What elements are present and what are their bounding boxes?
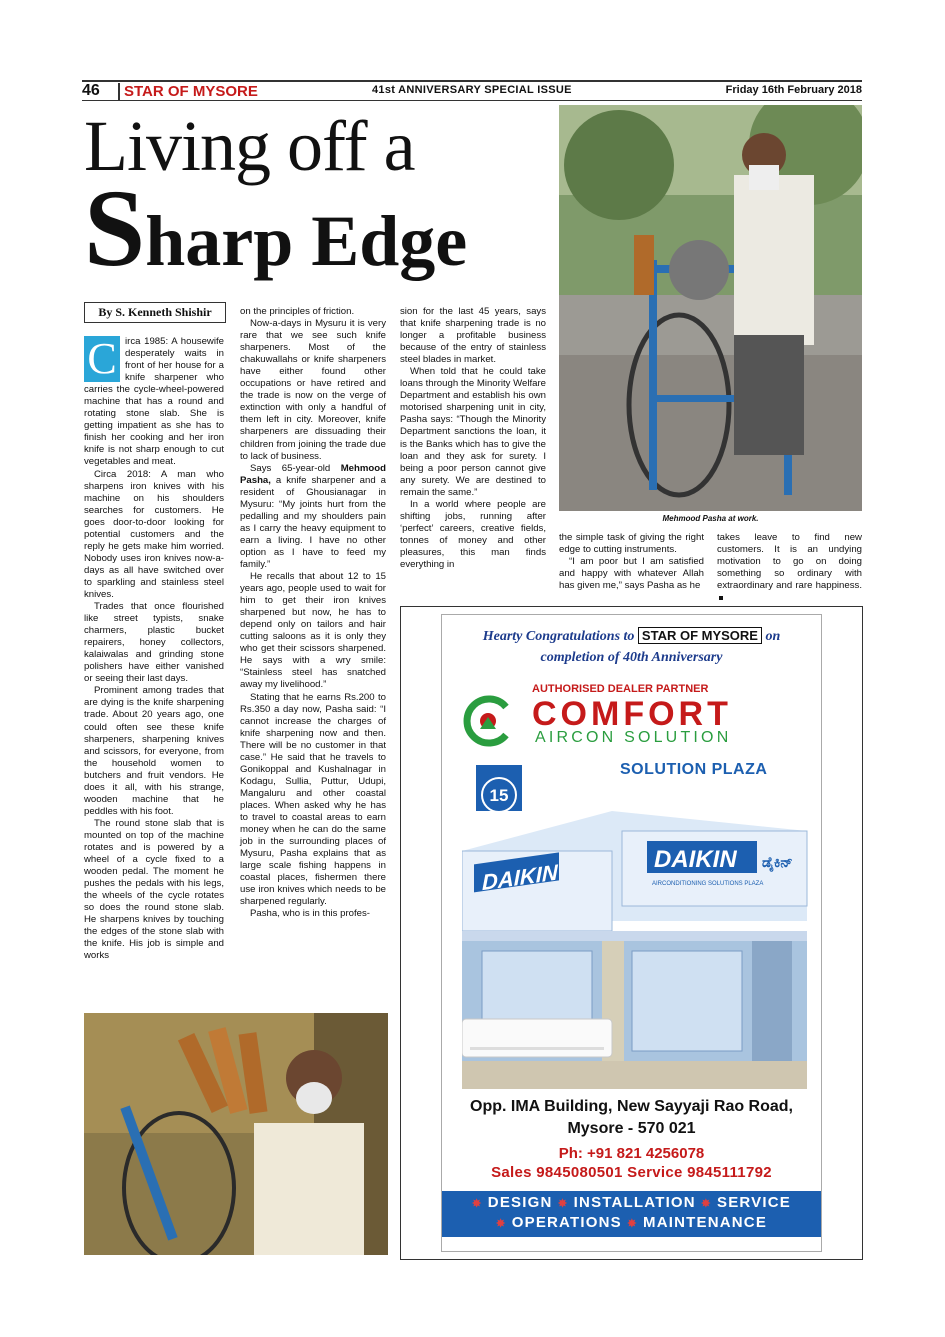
says-post: a knife sharpener and a resident of Ghousianagar in Mysuru: “My joints hurt from the pedalling and my shoulders pain as I carry the heavy equipment to earn a living. I have no other option as I have to feed my family.” [240,474,386,570]
page-number: 46 [82,82,100,99]
service-installation: INSTALLATION [573,1194,696,1211]
header-rule-bottom [82,100,862,101]
paragraph: Now-a-days in Mysuru it is very rare that we see such knife sharpeners. Most of the chakuwallahs or knife sharpeners have either found other occupations or have retired and the trade is now on the verge of extinction with only a handful of them left in city. Moreover, knife sharpeners are dissuading their children from joining the trade due to lack of business. [240,318,386,462]
congrats-line2: completion of 40th Anniversary [540,650,723,665]
paragraph: irca 1985: A housewife desperately waits in front of her house for a knife sharpener who carries the cycle-wheel-powered machine that has a round and rotating stone slab. She is getting impatient as she has to finish her cooking and her iron knife is not sharp enough to cut vegetables and meat. [84,336,224,468]
dealer-label: AUTHORISED DEALER PARTNER [532,683,709,695]
bullet-icon: ✸ [627,1218,638,1230]
photo-knife-sharpener-at-work [559,105,862,511]
advertisement[interactable] [441,614,822,1252]
company-subtitle: AIRCON SOLUTION [535,729,732,746]
sales-service-numbers: Sales 9845080501 Service 9845111792 [491,1164,772,1181]
service-design: DESIGN [487,1194,553,1211]
store-brand-left: DAIKIN [482,859,558,896]
paragraph: sion for the last 45 years, says that knife sharpening trade is no longer a profitable business because of the entry of stainless steel blades in market. [400,306,546,366]
ad-congrats [442,625,821,668]
header-rule-top [82,80,862,82]
paragraph: In a world where people are shifting jobs, running after ‘perfect’ careers, creative fields, tonnes of money and other pleasures, this man finds everything in [400,498,546,570]
closing-text: takes leave to find new customers. It is an undying motivation to go on doing something so ordinary with extraordinary and rare happiness. [717,532,862,592]
headline-line2 [84,167,468,289]
paragraph: Circa 2018: A man who sharpens iron knives with his machine on his shoulders searches for customers. He goes door-to-door looking for potential customers and the reply he gets make him worried. Nobody uses iron knives now-a-days as all have switched over to sparkling and stainless steel knives. [84,468,224,600]
services-line2 [442,1214,821,1231]
badge-number: 15 [489,786,509,805]
page-header [82,80,862,102]
article-column-5 [717,532,862,602]
paragraph: When told that he could take loans through the Minority Welfare Department and establish his own motorised sharpening unit in city, Pasha says: “Though the Minority Department sanctions the loan, it is the Banks which has to give the loan and they ask for surety. I being a poor person cannot give any surety. We are destined to remain the same.” [400,366,546,498]
services-band [442,1191,821,1237]
phone-number: Ph: +91 821 4256078 [558,1145,705,1162]
address-line1: Opp. IMA Building, New Sayyaji Rao Road, [470,1098,793,1115]
service-service: SERVICE [717,1194,791,1211]
comfort-logo-icon [462,695,514,747]
bullet-icon: ✸ [557,1198,569,1210]
paragraph: Pasha, who is in this profes- [250,908,370,920]
store-subtitle: AIRCONDITIONING SOLUTIONS PLAZA [652,881,764,887]
drop-cap: C [84,336,120,382]
store-brand-right: DAIKIN [654,846,737,873]
congrats-post: on [765,629,781,644]
services-line1 [442,1194,821,1211]
storefront-image [462,811,812,1089]
paragraph: He recalls that about 12 to 15 years ago, people used to wait for him to get their iron knives sharpened but now, he has to depend only on tailors and hair cutting saloons as it is only they who get their scissors sharpened. He says with a wry smile: “Stainless steel has snatched away my livelihood.” [240,571,386,691]
byline: By S. Kenneth Shishir [84,302,226,323]
issue-title: 41st ANNIVERSARY SPECIAL ISSUE [372,84,572,96]
bullet-icon: ✸ [701,1198,712,1210]
paragraph: on the principles of friction. [240,306,355,317]
article-column-2 [240,306,386,1006]
photo-illustration [84,1013,388,1255]
store-kannada: ಡೈಕಿನ್ [762,855,793,871]
headline-rest: harp Edge [145,201,468,281]
service-operations: OPERATIONS [511,1214,622,1231]
end-mark [719,596,723,600]
congrats-brand: STAR OF MYSORE [638,627,762,644]
paragraph: the simple task of giving the right edge to cutting instruments. [559,532,704,556]
headline-initial: S [84,167,146,289]
bullet-icon: ✸ [495,1218,507,1230]
bullet-icon: ✸ [471,1198,483,1210]
service-maintenance: MAINTENANCE [643,1214,768,1231]
company-name: COMFORT [532,695,732,733]
article-column-3 [400,306,546,602]
paragraph: The round stone slab that is mounted on top of the machine rotates and is powered by a wheel of a cycle fixed to a wooden pedal. The moment he pushes the pedals with his legs, the wheels of the cycle rotates so does the round stone slab. He sharpens knives by touching the edges of the stone slab with the knife. His job is simple and works [84,817,224,962]
article-column-4 [559,532,704,602]
photo-sharpener-carrying-machine [84,1013,388,1255]
masthead-brand: STAR OF MYSORE [118,83,258,100]
paragraph: Trades that once flourished like street typists, snake charmers, plastic bucket repairers, honey collectors, kalaiwalas and grinding stone polishers have either vanished or seeing their last days. [84,601,224,685]
paragraph: Prominent among trades that are dying is the knife sharpening trade. About 20 years ago, one could often see these knife sharpeners, sharpening knives and scissors, for everyone, from the household women to butchers and fruit vendors. He does it all, with his strange, wooden machine that he peddles with his foot. [84,685,224,817]
headline-line1: Living off a [84,106,415,186]
person-name: Mehmood Pasha, [240,462,386,486]
article-column-1 [84,336,224,1008]
solution-plaza: SOLUTION PLAZA [620,761,768,778]
paragraph [240,463,386,571]
says-pre: Says 65-year-old [250,462,341,474]
photo-caption: Mehmood Pasha at work. [662,514,759,523]
paragraph [717,532,862,604]
congrats-pre: Hearty Congratulations to [482,629,635,644]
photo-illustration [559,105,862,511]
issue-date: Friday 16th February 2018 [725,84,862,96]
address-line2: Mysore - 570 021 [567,1120,696,1137]
paragraph: “I am poor but I am satisfied and happy with whatever Allah has given me,” says Pasha as he [559,556,704,592]
paragraph: Stating that he earns Rs.200 to Rs.350 a day now, Pasha said: “I cannot increase the charges of knife sharpening now and then. There will be no customer in that case.” He said that he travels to Gonikoppal and Kushalnagar in Kodagu, Sullia, Puttur, Udupi, Mangaluru and other coastal places. When asked why he has to travel to coastal areas to earn money when he can do the same job in the surrounding places of Mysuru, Pasha explains that as large scale fishing happens in coastal places, fishermen there use iron knives which needs to be sharpened regularly. [240,691,386,908]
